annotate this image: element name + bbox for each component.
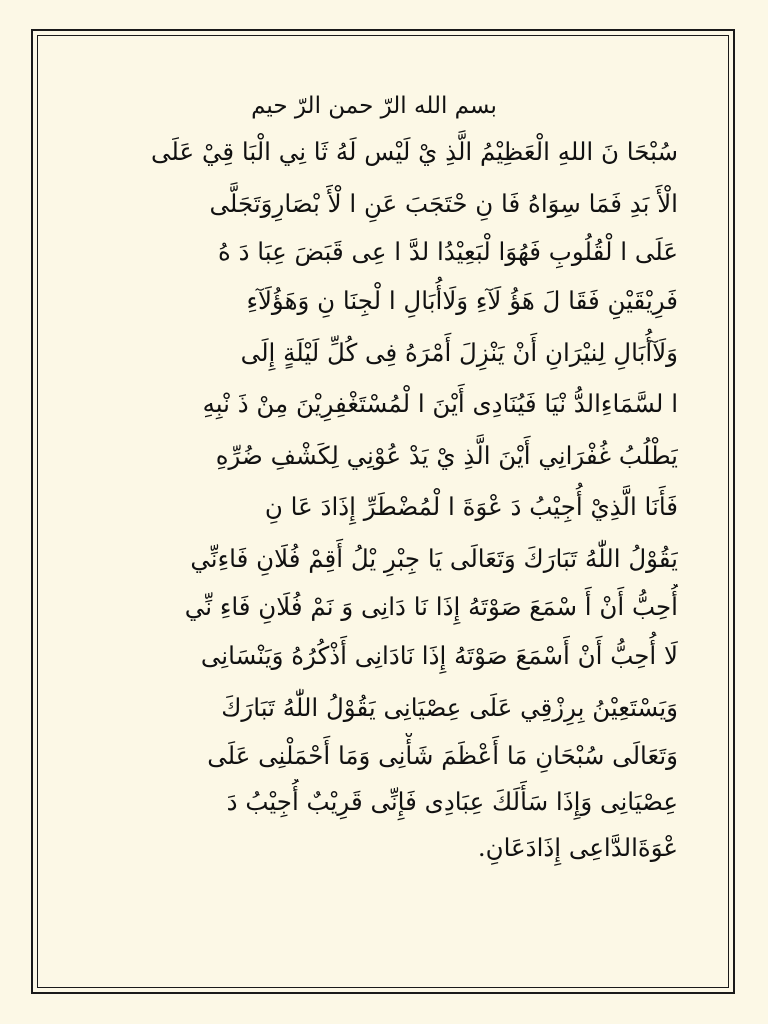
text-line: وَتَعَالَى سُبْحَانِ مَا أَعْظَمَ شَأْنِى وَمَا أَحْمَلْنِى عَلَى — [207, 741, 678, 770]
text-line: أُحِبُّ أَنْ أَ سْمَعَ صَوْتَهُ إِذَا نَا دَانِى وَ نَمْ فُلَانِ فَاءِ نِّي — [184, 592, 678, 621]
basmala-heading: بسم الله الرّ حمن الرّ حيم — [251, 93, 497, 119]
text-line: ا لسَّمَاءِالدُّ نْيَا فَيُنَادِى أَيْنَ ا لْمُسْتَغْفِرِيْنَ مِنْ ذَ نْبِهِ — [202, 389, 678, 418]
prayer-text — [110, 86, 678, 871]
text-line: عَلَى ا لْقُلُوبِ فَهُوَا لْبَعِيْدُا لدَّ ا عِى قَبَضَ عِبَا دَ هُ — [217, 237, 678, 266]
text-line: لَا أُحِبُّ أَنْ أَسْمَعَ صَوْتَهُ إِذَا نَادَانِى أَذْكُرُهُ وَيَنْسَانِى — [200, 641, 678, 670]
text-line: فَرِيْقَيْنِ فَقَا لَ هَؤُ لَآءِ وَلَاأُبَالِ ا لْجِنَا نِ وَهَؤُلَآءِ — [246, 286, 678, 315]
text-line: عِصْيَانِى وَإِذَا سَأَلَكَ عِبَادِى فَإِنِّى قَرِيْبٌ أُجِيْبُ دَ — [226, 787, 678, 816]
text-line: وَيَسْتَعِيْنُ بِرِزْقِي عَلَى عِصْيَانِى يَقُوْلُ اللّٰهُ تَبَارَكَ — [221, 692, 678, 722]
text-line: يَقُوْلُ اللّٰهُ تَبَارَكَ وَتَعَالَى يَا جِبْرِ يْلُ أَقِمْ فُلَانِ فَاءِنِّي — [190, 543, 678, 573]
text-line: عْوَةَالدَّاعِى إِذَادَعَانِ. — [477, 833, 678, 862]
text-line: الْأَ بَدِ فَمَا سِوَاهُ فَا نِ حْتَجَبَ عَنِ ا لْأَ بْصَارِوَتَجَلَّى — [209, 188, 678, 218]
text-line: سُبْحَا نَ اللهِ الْعَظِيْمُ الَّذِ يْ لَيْس لَهُ ثَا نِي الْبَا قِيْ عَلَى — [151, 137, 678, 166]
text-line: وَلَآأُبَالِ لِنيْرَانِ أَنْ يَنْزِلَ أَمْرَهُ فِى كُلِّ لَيْلَةٍ إِلَى — [240, 337, 678, 367]
text-line: يَطْلُبُ غُفْرَانِي أَيْنَ الَّذِ يْ يَدْ عُوْنِي لِكَشْفِ ضُرِّهِ — [215, 440, 678, 470]
text-line: فَأَنَا الَّذِيْ أُجِيْبُ دَ عْوَةَ ا لْمُضْطَرِّ إِذَادَ عَا نِ — [264, 492, 678, 521]
